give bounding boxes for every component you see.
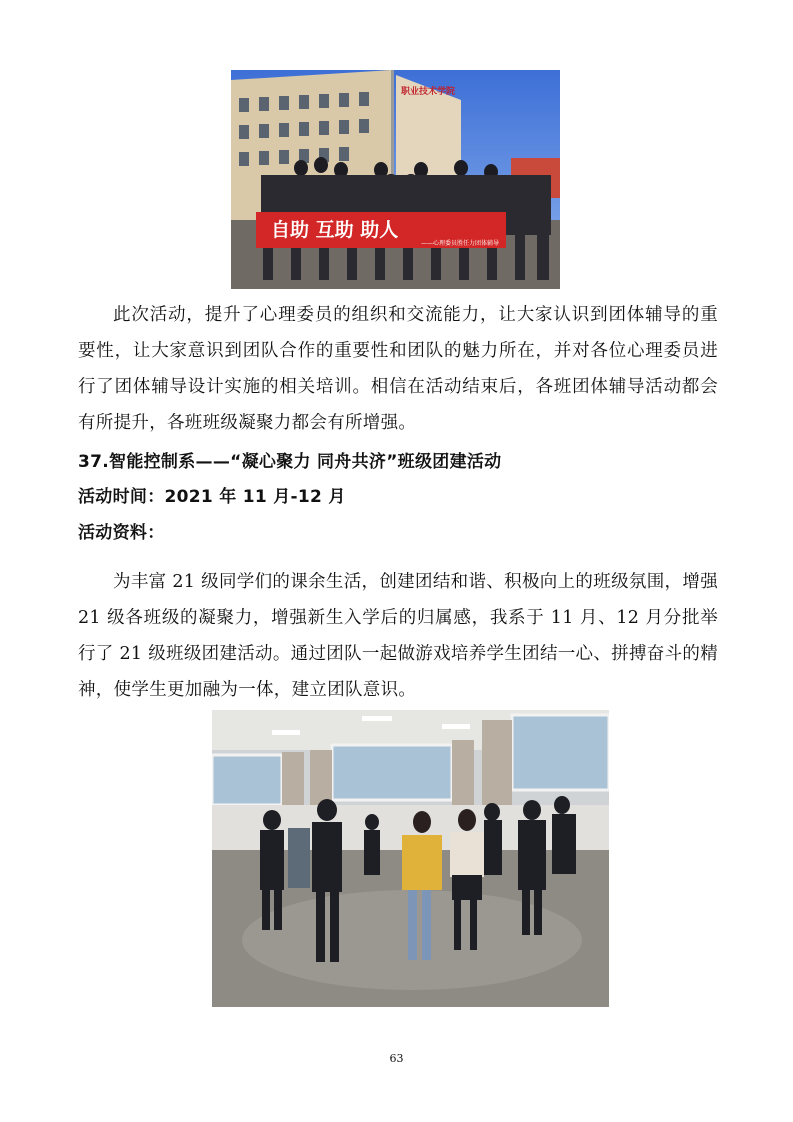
building-sign: 职业技术学院 xyxy=(401,87,456,97)
paragraph-activity-summary: 此次活动，提升了心理委员的组织和交流能力，让大家认识到团体辅导的重要性，让大家意识到团队合作的重要性和团队的魅力所在，并对各位心理委员进行了团体辅导设计实施的相关培训。相信在活动结束后，各班团体辅导活动都会有所提升，各班班级凝聚力都会有所增强。 xyxy=(78,305,718,433)
banner-subtext: ——心理委员胜任力团体辅导 xyxy=(421,240,500,247)
activity-time: 活动时间：2021 年 11 月-12 月 xyxy=(78,487,346,507)
banner-text: 自助 互助 助人 xyxy=(271,219,399,241)
group-photo-banner xyxy=(231,70,560,289)
paragraph-team-building: 为丰富 21 级同学们的课余生活，创建团结和谐、积极向上的班级氛围，增强 21 级各班级的凝聚力，增强新生入学后的归属感，我系于 11 月、12 月分批举行了 21 级班级团建活动。通过团队一起做游戏培养学生团结一心、拼搏奋斗的精神，使学生更加融为一体，建立团队意识。 xyxy=(78,572,718,700)
team-building-illustration xyxy=(212,710,609,1007)
team-building-photo xyxy=(212,710,609,1007)
page-number: 63 xyxy=(389,1052,404,1065)
activity-material-label: 活动资料： xyxy=(78,523,165,543)
group-photo-illustration xyxy=(231,70,560,289)
section-heading: 37.智能控制系——“凝心聚力 同舟共济”班级团建活动 xyxy=(78,452,502,472)
